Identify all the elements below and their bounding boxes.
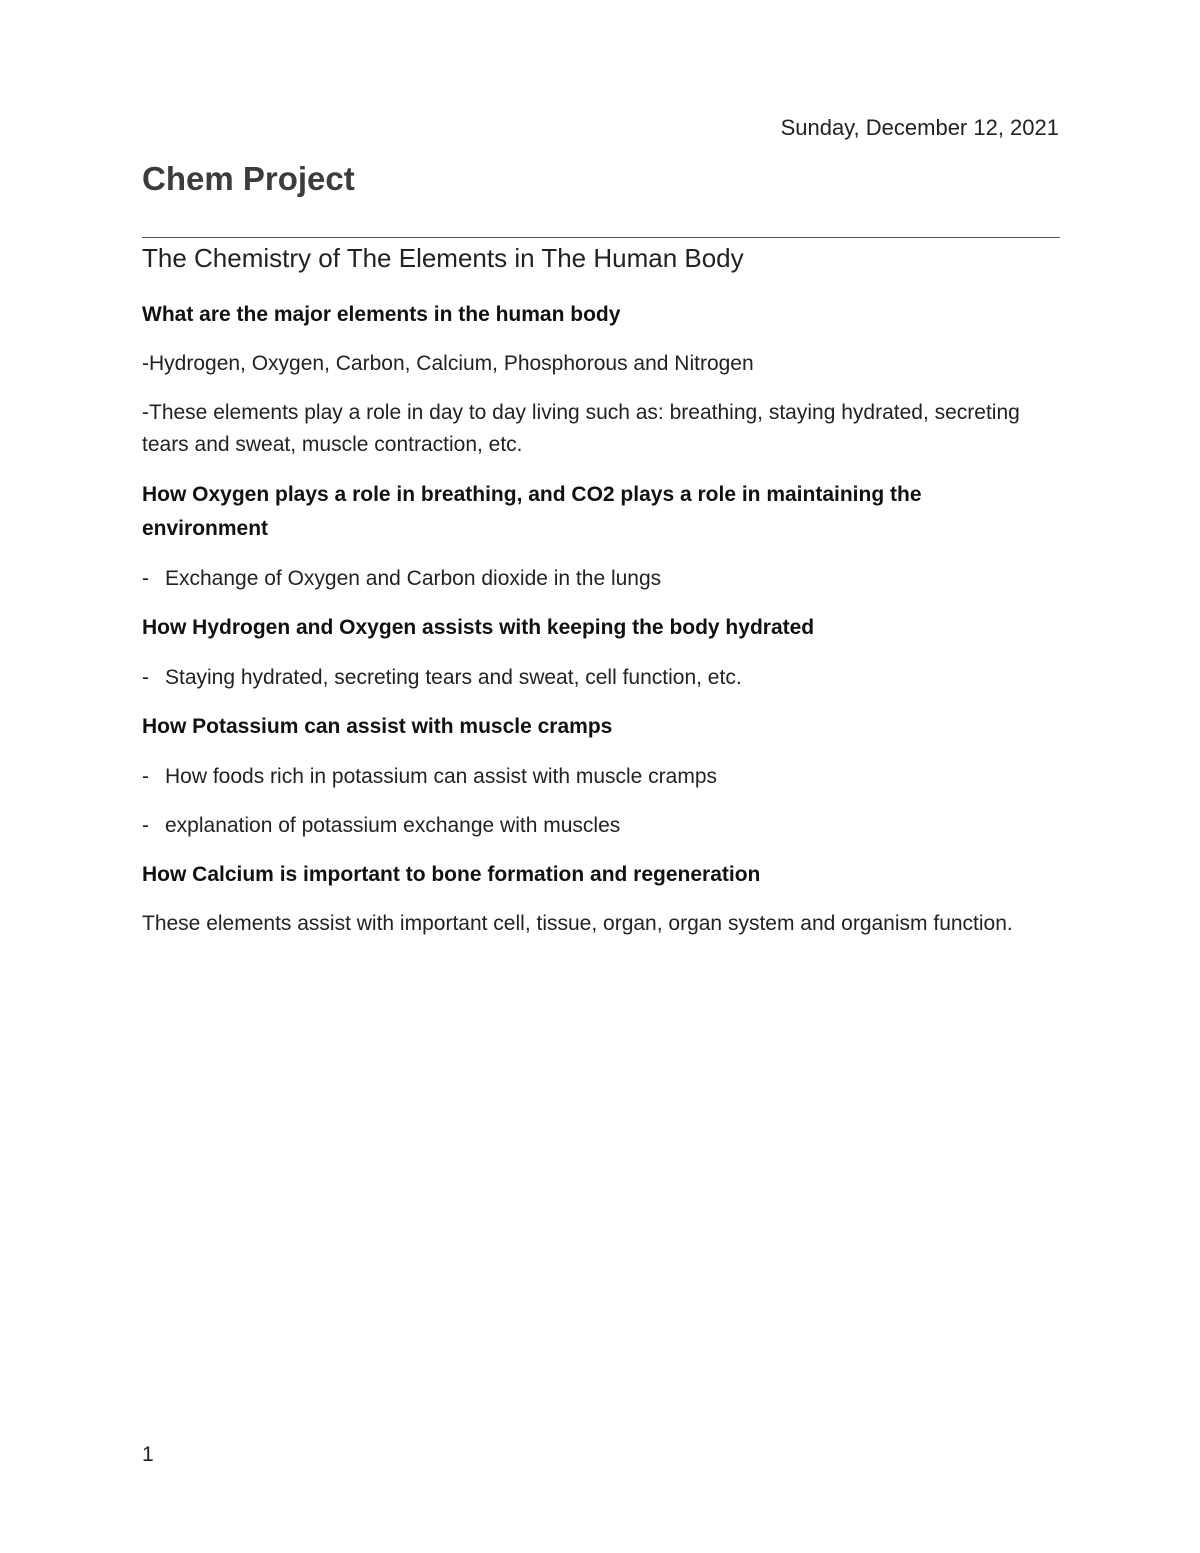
- bullet-item: [142, 562, 1047, 595]
- title-divider: [142, 237, 1060, 238]
- bullet-text: explanation of potassium exchange with muscles: [165, 814, 621, 837]
- bullet-item: [142, 809, 1047, 842]
- section-heading: How Hydrogen and Oxygen assists with keeping the body hydrated: [142, 616, 815, 639]
- section-heading: How Oxygen plays a role in breathing, and CO2 plays a role in maintaining the environment: [142, 483, 922, 540]
- bullet-marker: -: [142, 765, 149, 788]
- bullet-marker: -: [142, 814, 149, 837]
- page-number: 1: [142, 1443, 154, 1466]
- bullet-item: [142, 661, 1047, 694]
- bullet-text: Exchange of Oxygen and Carbon dioxide in the lungs: [165, 567, 662, 590]
- document-subtitle: The Chemistry of The Elements in The Human Body: [142, 243, 744, 273]
- document-body: [142, 298, 1047, 957]
- body-paragraph: These elements assist with important cell, tissue, organ, organ system and organism function.: [142, 912, 1013, 935]
- bullet-marker: -: [142, 567, 149, 590]
- bullet-item: [142, 760, 1047, 793]
- bullet-marker: -: [142, 666, 149, 689]
- section-heading: How Calcium is important to bone formation and regeneration: [142, 863, 761, 886]
- document-date: Sunday, December 12, 2021: [780, 115, 1059, 140]
- document-title: Chem Project: [142, 160, 355, 197]
- bullet-text: How foods rich in potassium can assist with muscle cramps: [165, 765, 718, 788]
- body-paragraph: -These elements play a role in day to day living such as: breathing, staying hydrated, secreting tears and sweat, muscle contraction, etc.: [142, 401, 1020, 456]
- body-paragraph: -Hydrogen, Oxygen, Carbon, Calcium, Phosphorous and Nitrogen: [142, 352, 754, 375]
- bullet-text: Staying hydrated, secreting tears and sweat, cell function, etc.: [165, 666, 742, 689]
- section-heading: How Potassium can assist with muscle cramps: [142, 715, 613, 738]
- section-heading: What are the major elements in the human body: [142, 303, 621, 326]
